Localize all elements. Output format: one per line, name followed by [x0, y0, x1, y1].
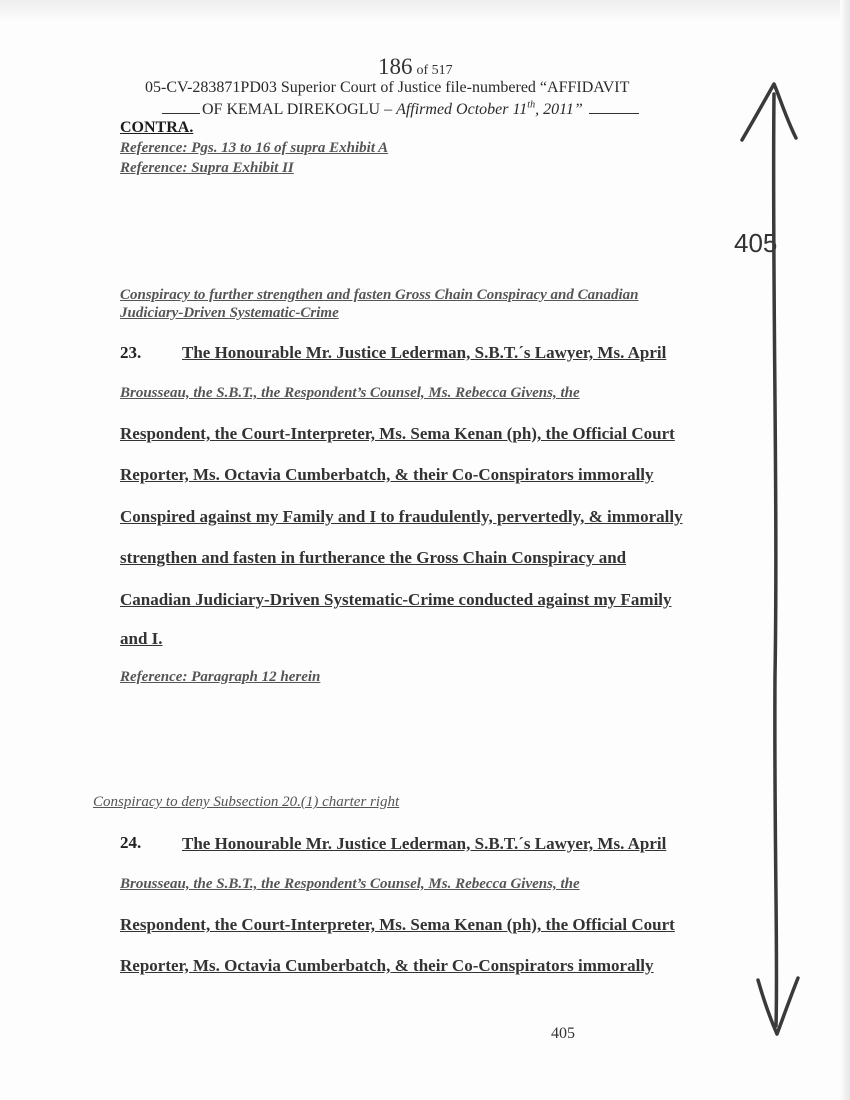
section-24-heading: Conspiracy to deny Subsection 20.(1) charter right [93, 794, 400, 810]
paragraph-24-line-1: The Honourable Mr. Justice Lederman, S.B.T.´s Lawyer, Ms. April [182, 834, 667, 853]
paragraph-23-line-4: Reporter, Ms. Octavia Cumberbatch, & their Co-Conspirators immorally [120, 465, 654, 484]
paragraph-23-line-1: The Honourable Mr. Justice Lederman, S.B.T.´s Lawyer, Ms. April [182, 343, 667, 362]
paragraph-number-23: 23. [120, 343, 142, 362]
paragraph-23-line-5: Conspired against my Family and I to fraudulently, pervertedly, & immorally [120, 507, 683, 526]
paragraph-24-line-4: Reporter, Ms. Octavia Cumberbatch, & their Co-Conspirators immorally [120, 956, 654, 975]
contra-label: CONTRA. [120, 119, 194, 136]
paragraph-23-reference: Reference: Paragraph 12 herein [120, 669, 321, 685]
paragraph-24-line-3: Respondent, the Court-Interpreter, Ms. Sema Kenan (ph), the Official Court [120, 915, 675, 934]
section-23-heading [120, 286, 638, 322]
paragraph-23-line-2: Brousseau, the S.B.T., the Respondent’s Counsel, Ms. Rebecca Givens, the [120, 385, 580, 401]
section-23-heading-line-2: Judiciary-Driven Systematic-Crime [120, 305, 339, 321]
paragraph-23-line-8: and I. [120, 629, 163, 648]
header-line-2 [162, 99, 639, 119]
page-number: 186 [378, 54, 413, 79]
blank-line-right [589, 99, 639, 114]
header-line-2-end: , 2011” [535, 101, 583, 118]
double-headed-arrow-icon [720, 76, 810, 1046]
paragraph-23-line-3: Respondent, the Court-Interpreter, Ms. Sema Kenan (ph), the Official Court [120, 424, 675, 443]
scan-edge-top [0, 0, 850, 22]
header-line-2-sup: th [527, 99, 536, 111]
paragraph-number-24: 24. [120, 833, 142, 852]
footer-page-number: 405 [551, 1025, 575, 1042]
scan-edge-right [840, 0, 850, 1100]
reference-exhibit-ii: Reference: Supra Exhibit II [120, 160, 294, 176]
reference-exhibit-a: Reference: Pgs. 13 to 16 of supra Exhibit A [120, 140, 389, 156]
header-line-2-italic: Affirmed October 11 [396, 101, 528, 118]
paragraph-24-line-2: Brousseau, the S.B.T., the Respondent’s Counsel, Ms. Rebecca Givens, the [120, 876, 580, 892]
page-total: of 517 [416, 63, 453, 78]
header-line-1: 05-CV-283871PD03 Superior Court of Justice file-numbered “AFFIDAVIT [145, 79, 630, 96]
paragraph-23-line-6: strengthen and fasten in furtherance the Gross Chain Conspiracy and [120, 548, 627, 567]
paragraph-23-line-7: Canadian Judiciary-Driven Systematic-Crime conducted against my Family [120, 590, 672, 609]
section-23-heading-line-1: Conspiracy to further strengthen and fasten Gross Chain Conspiracy and Canadian [120, 287, 639, 303]
header-line-2-text: OF KEMAL DIREKOGLU – [202, 101, 397, 118]
batch-number-stamp: 405 [734, 228, 778, 258]
page-number-stamp [378, 54, 453, 80]
blank-line-left [162, 99, 200, 114]
